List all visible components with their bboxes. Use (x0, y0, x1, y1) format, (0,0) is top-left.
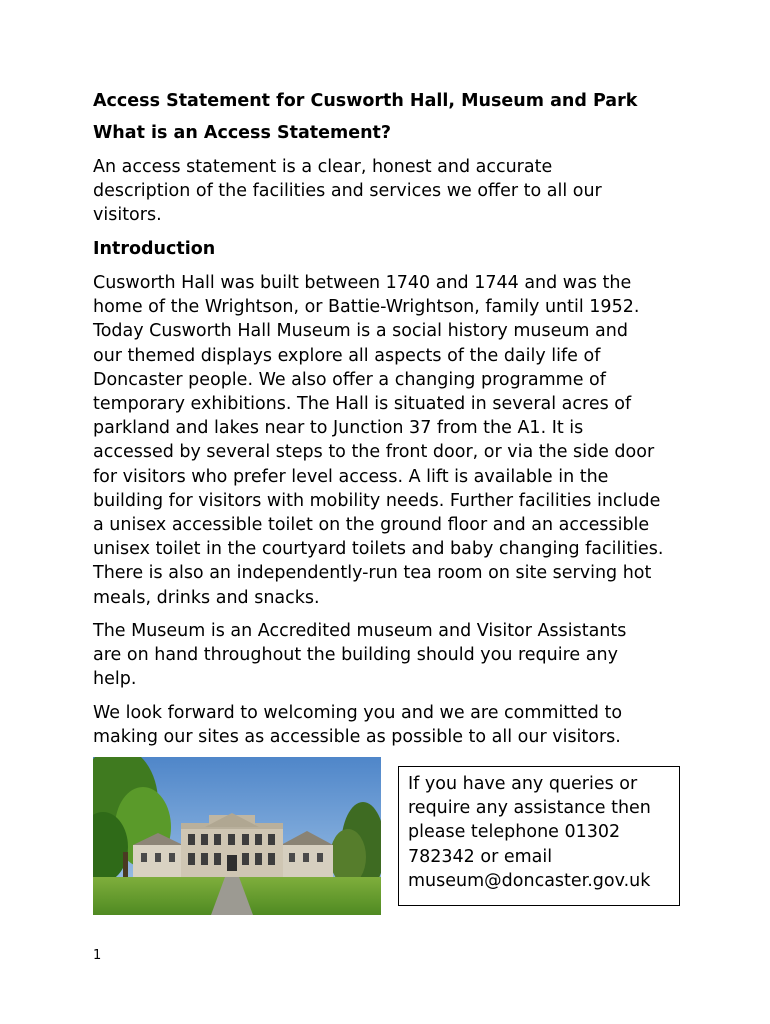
document-title: Access Statement for Cusworth Hall, Museum and Park (93, 91, 638, 111)
what-is-paragraph (93, 155, 693, 228)
cusworth-hall-photo (93, 757, 381, 915)
paragraph-line: a unisex accessible toilet on the ground floor and an accessible (93, 515, 650, 536)
paragraph-line: are on hand throughout the building should you require any (93, 645, 618, 666)
accredited-paragraph (93, 619, 693, 692)
contact-email: museum@doncaster.gov.uk (408, 870, 651, 891)
contact-line: If you have any queries or (408, 774, 638, 794)
paragraph-line: our themed displays explore all aspects of the daily life of (93, 345, 601, 366)
what-is-heading: What is an Access Statement? (93, 123, 392, 143)
paragraph-line: accessed by several steps to the front door, or via the side door (93, 442, 655, 463)
paragraph-line: unisex toilet in the courtyard toilets and baby changing facilities. (93, 539, 664, 560)
contact-line: please telephone 01302 (408, 822, 621, 843)
paragraph-line: parkland and lakes near to Junction 37 from the A1. It is (93, 418, 584, 439)
contact-box (398, 766, 680, 906)
paragraph-line: Cusworth Hall was built between 1740 and 1744 and was the (93, 273, 632, 293)
paragraph-line: description of the facilities and services we offer to all our (93, 181, 602, 202)
paragraph-line: meals, drinks and snacks. (93, 587, 320, 608)
paragraph-line: visitors. (93, 205, 162, 226)
paragraph-line: making our sites as accessible as possible to all our visitors. (93, 727, 621, 748)
page-number: 1 (93, 948, 102, 963)
paragraph-line: building for visitors with mobility needs. Further facilities include (93, 490, 661, 511)
welcome-paragraph (93, 701, 693, 749)
paragraph-line: An access statement is a clear, honest and accurate (93, 157, 553, 177)
contact-line: require any assistance then (408, 798, 651, 819)
paragraph-line: for visitors who prefer level access. A lift is available in the (93, 466, 609, 487)
paragraph-line: temporary exhibitions. The Hall is situated in several acres of (93, 394, 632, 415)
paragraph-line: Doncaster people. We also offer a changing programme of (93, 369, 606, 390)
paragraph-line: We look forward to welcoming you and we are committed to (93, 703, 623, 723)
cusworth-hall-illustration (93, 757, 381, 915)
introduction-paragraph (93, 271, 693, 610)
paragraph-line: Today Cusworth Hall Museum is a social history museum and (93, 321, 628, 342)
introduction-heading: Introduction (93, 239, 216, 259)
contact-line: 782342 or email (408, 846, 553, 867)
paragraph-line: help. (93, 669, 137, 690)
paragraph-line: home of the Wrightson, or Battie-Wrightson, family until 1952. (93, 297, 640, 318)
paragraph-line: The Museum is an Accredited museum and Visitor Assistants (93, 621, 627, 641)
paragraph-line: There is also an independently-run tea room on site serving hot (93, 563, 652, 584)
